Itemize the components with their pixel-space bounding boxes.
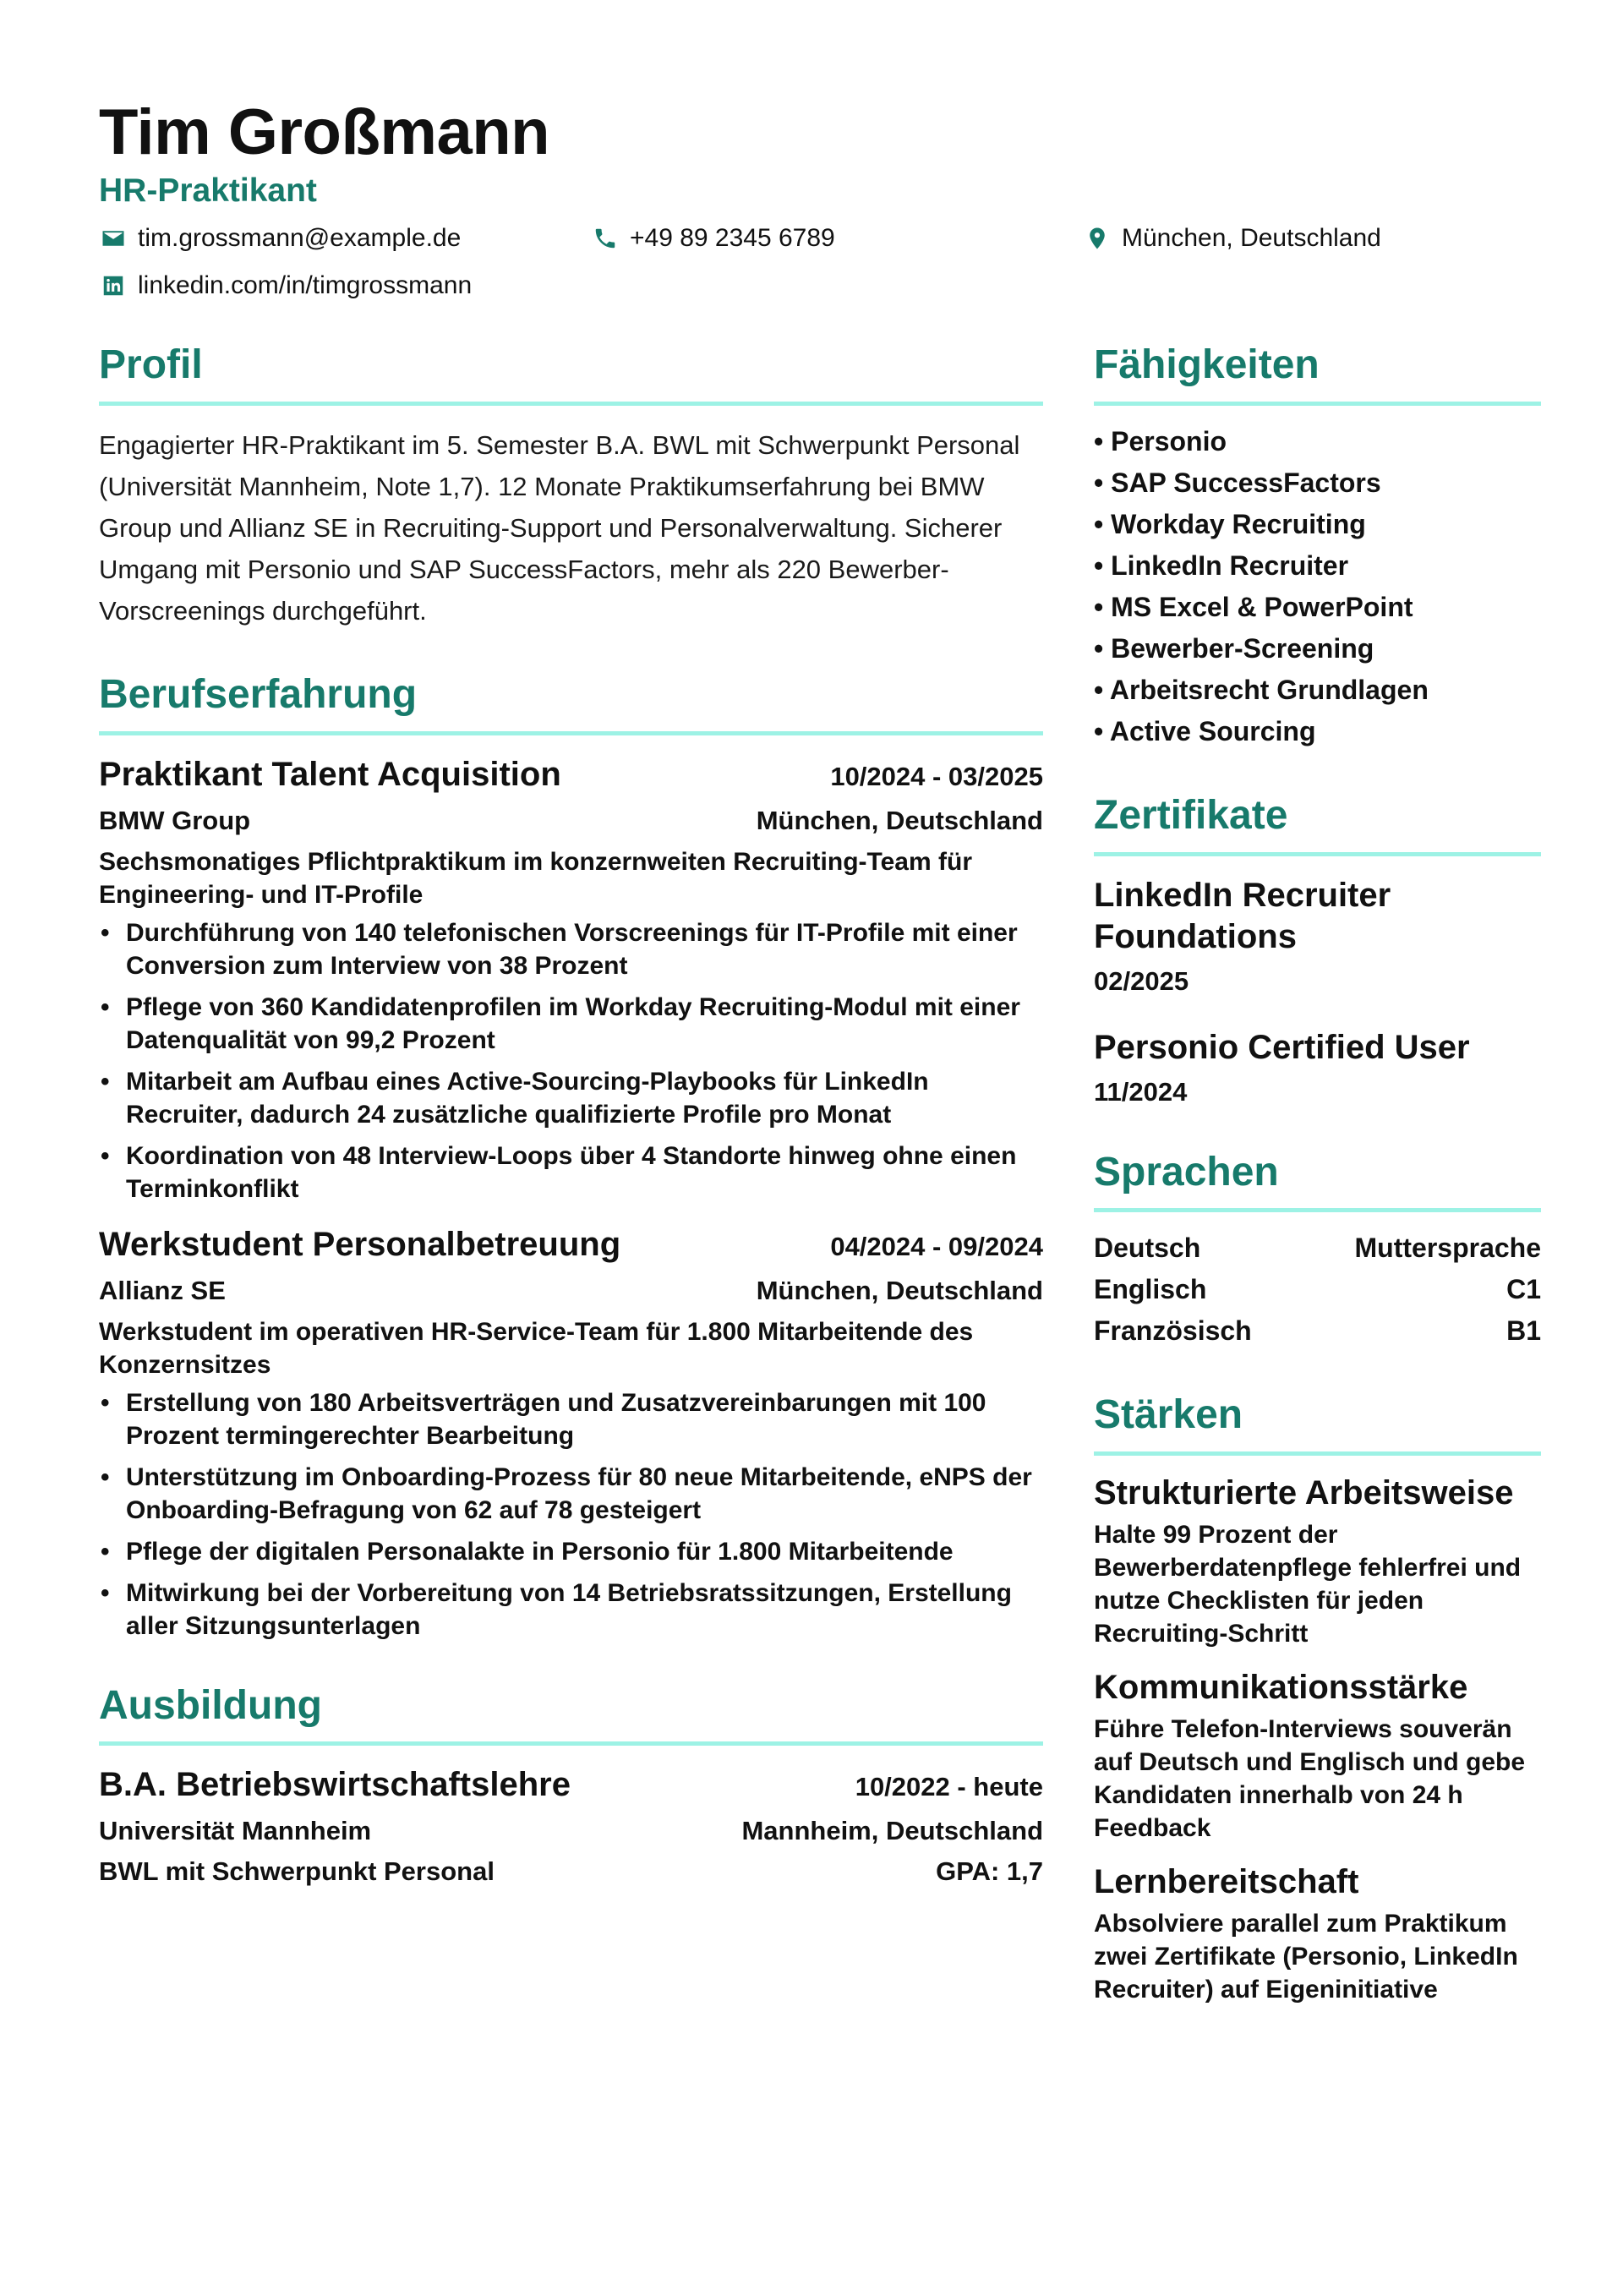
language-level: Muttersprache	[1354, 1233, 1541, 1264]
language-row	[1094, 1269, 1541, 1310]
achievement-item: • Koordination von 48 Interview-Loops über 4 Standorte hinweg ohne einen Terminkonflikt	[99, 1140, 1043, 1205]
skill-item: • MS Excel & PowerPoint	[1094, 587, 1541, 628]
certificates-heading: Zertifikate	[1094, 791, 1541, 856]
language-level: B1	[1506, 1315, 1541, 1347]
main-column	[99, 341, 1043, 2044]
job-title: Werkstudent Personalbetreuung	[99, 1225, 621, 1263]
job-achievements	[99, 1386, 1043, 1643]
study-focus: BWL mit Schwerpunkt Personal	[99, 1856, 495, 1887]
experience-entry	[99, 1224, 1043, 1643]
skills-section	[1094, 341, 1541, 752]
languages-section	[1094, 1148, 1541, 1353]
achievement-item: • Unterstützung im Onboarding-Prozess für 80 neue Mitarbeitende, eNPS der Onboarding-Befragung von 62 auf 78 gesteigert	[99, 1461, 1043, 1527]
education-heading: Ausbildung	[99, 1681, 1043, 1747]
strength-item	[1094, 1861, 1541, 2006]
language-level: C1	[1506, 1274, 1541, 1305]
job-description: Sechsmonatiges Pflichtpraktikum im konzernweiten Recruiting-Team für Engineering- und IT-Profile	[99, 847, 972, 909]
gpa-value: GPA: 1,7	[936, 1856, 1043, 1887]
strength-item	[1094, 1473, 1541, 1650]
school-name: Universität Mannheim	[99, 1816, 372, 1846]
language-name: Englisch	[1094, 1274, 1207, 1305]
contact-linkedin-text: linkedin.com/in/timgrossmann	[138, 271, 473, 300]
candidate-name: Tim Großmann	[99, 96, 550, 168]
strengths-section	[1094, 1391, 1541, 2006]
achievement-item: • Pflege der digitalen Personalakte in Personio für 1.800 Mitarbeitende	[99, 1535, 1043, 1568]
candidate-role: HR-Praktikant	[99, 172, 317, 209]
job-dates: 10/2024 - 03/2025	[830, 761, 1043, 791]
skill-item: • SAP SuccessFactors	[1094, 462, 1541, 504]
school-location: Mannheim, Deutschland	[741, 1816, 1043, 1846]
language-row	[1094, 1310, 1541, 1352]
contact-email[interactable]	[99, 222, 591, 254]
education-dates: 10/2022 - heute	[855, 1772, 1043, 1802]
achievement-item: • Mitarbeit am Aufbau eines Active-Sourcing-Playbooks für LinkedIn Recruiter, dadurch 24 zusätzliche qualifizierte Profile pro Monat	[99, 1065, 1043, 1131]
linkedin-icon	[99, 271, 128, 300]
strength-text: Halte 99 Prozent der Bewerberdatenpflege fehlerfrei und nutze Checklisten für jeden Recruiting-Schritt	[1094, 1520, 1522, 1648]
contact-email-text: tim.grossmann@example.de	[138, 224, 462, 253]
job-location: München, Deutschland	[756, 1275, 1043, 1305]
job-dates: 04/2024 - 09/2024	[830, 1231, 1043, 1261]
achievement-item: • Pflege von 360 Kandidatenprofilen im Workday Recruiting-Modul mit einer Datenqualität von 99,2 Prozent	[99, 991, 1043, 1057]
skill-item: • LinkedIn Recruiter	[1094, 545, 1541, 587]
achievement-item: • Durchführung von 140 telefonischen Vorscreenings für IT-Profile mit einer Conversion zum Interview von 38 Prozent	[99, 916, 1043, 982]
language-name: Französisch	[1094, 1315, 1252, 1347]
contact-phone-text: +49 89 2345 6789	[630, 224, 835, 253]
certificate-date: 11/2024	[1094, 1076, 1188, 1107]
contact-linkedin[interactable]	[99, 270, 591, 302]
contact-list	[99, 222, 1541, 302]
phone-icon	[591, 224, 620, 253]
contact-phone[interactable]	[591, 222, 1083, 254]
certificate-name: Personio Certified User	[1094, 1028, 1470, 1066]
company-name: BMW Group	[99, 805, 251, 835]
skill-item: • Workday Recruiting	[1094, 504, 1541, 545]
skills-heading: Fähigkeiten	[1094, 341, 1541, 406]
strength-text: Führe Telefon-Interviews souverän auf Deutsch und Englisch und gebe Kandidaten innerhalb von 24 h Feedback	[1094, 1714, 1526, 1842]
profile-section	[99, 341, 1043, 631]
experience-heading: Berufserfahrung	[99, 670, 1043, 735]
education-entry	[99, 1764, 1043, 1889]
sidebar-column	[1094, 341, 1541, 2044]
mail-icon	[99, 224, 128, 253]
education-section	[99, 1681, 1043, 1890]
language-name: Deutsch	[1094, 1233, 1201, 1264]
job-achievements	[99, 916, 1043, 1205]
degree-title: B.A. Betriebswirtschaftslehre	[99, 1766, 571, 1804]
certificate-date: 02/2025	[1094, 965, 1189, 996]
skill-item: • Bewerber-Screening	[1094, 628, 1541, 670]
strength-title: Kommunikationsstärke	[1094, 1668, 1468, 1706]
contact-location-text: München, Deutschland	[1122, 224, 1381, 253]
languages-heading: Sprachen	[1094, 1148, 1541, 1213]
language-row	[1094, 1227, 1541, 1269]
skill-item: • Arbeitsrecht Grundlagen	[1094, 670, 1541, 711]
experience-section	[99, 670, 1043, 1643]
skill-item: • Active Sourcing	[1094, 711, 1541, 752]
achievement-item: • Mitwirkung bei der Vorbereitung von 14 Betriebsratssitzungen, Erstellung aller Sitzungsunterlagen	[99, 1577, 1043, 1643]
profile-text: Engagierter HR-Praktikant im 5. Semester B.A. BWL mit Schwerpunkt Personal (Universität Mannheim, Note 1,7). 12 Monate Praktikumserfahrung bei BMW Group und Allianz SE in Recruiting-Support und Personalverwaltung. Sicherer Umgang mit Personio und SAP SuccessFactors, mehr als 220 Bewerber-Vorscreenings durchgeführt.	[99, 429, 1020, 626]
certificates-section	[1094, 791, 1541, 1109]
achievement-item: • Erstellung von 180 Arbeitsverträgen und Zusatzvereinbarungen mit 100 Prozent termingerechter Bearbeitung	[99, 1386, 1043, 1452]
job-title: Praktikant Talent Acquisition	[99, 755, 561, 793]
strength-title: Lernbereitschaft	[1094, 1862, 1359, 1900]
skills-list	[1094, 421, 1541, 752]
company-name: Allianz SE	[99, 1275, 226, 1305]
certificate-item	[1094, 875, 1541, 998]
strength-title: Strukturierte Arbeitsweise	[1094, 1473, 1514, 1512]
profile-heading: Profil	[99, 341, 1043, 406]
contact-location	[1083, 222, 1541, 254]
experience-entry	[99, 754, 1043, 1205]
languages-list	[1094, 1227, 1541, 1352]
certificate-name: LinkedIn Recruiter Foundations	[1094, 876, 1391, 955]
strengths-heading: Stärken	[1094, 1391, 1541, 1456]
job-description: Werkstudent im operativen HR-Service-Team für 1.800 Mitarbeitende des Konzernsitzes	[99, 1317, 974, 1379]
strength-item	[1094, 1667, 1541, 1845]
skill-item: • Personio	[1094, 421, 1541, 462]
certificate-item	[1094, 1027, 1541, 1109]
strength-text: Absolviere parallel zum Praktikum zwei Zertifikate (Personio, LinkedIn Recruiter) auf Eigeninitiative	[1094, 1909, 1518, 2004]
location-pin-icon	[1083, 224, 1112, 253]
job-location: München, Deutschland	[756, 805, 1043, 835]
